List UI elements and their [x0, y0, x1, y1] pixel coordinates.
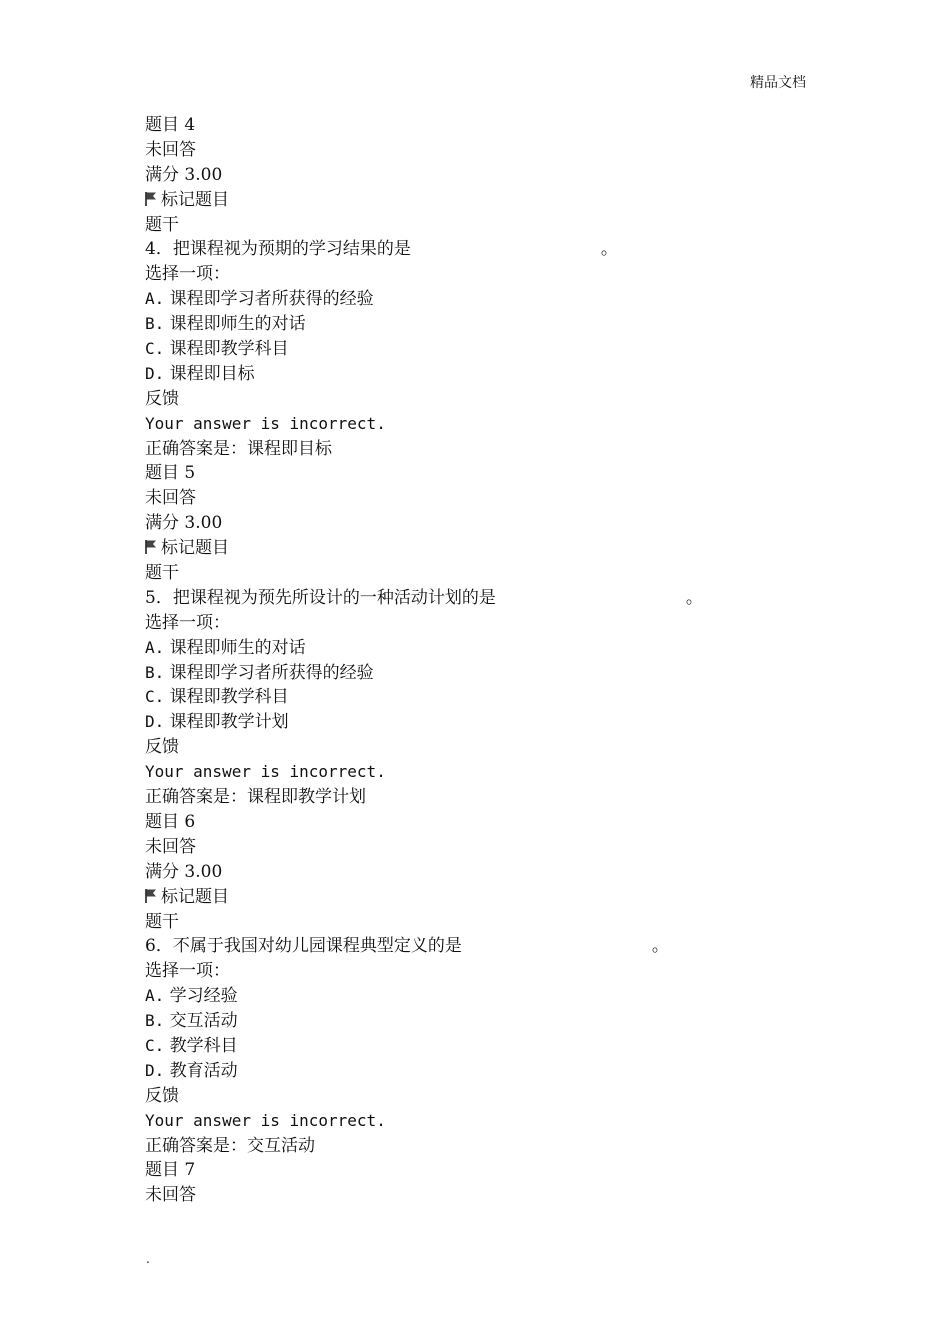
question-block: [145, 461, 845, 809]
option-b[interactable]: B. 课程即学习者所获得的经验: [145, 662, 374, 683]
choose-label: 选择一项：: [145, 264, 230, 285]
question-text: 4．把课程视为预期的学习结果的是: [145, 239, 411, 260]
question-status: 未回答: [145, 139, 196, 160]
option-d[interactable]: D. 教育活动: [145, 1060, 238, 1081]
feedback-label: 反馈: [145, 1085, 179, 1106]
question-end: 。: [600, 239, 618, 260]
choose-label: 选择一项：: [145, 612, 230, 633]
option-c[interactable]: C. 教学科目: [145, 1035, 238, 1056]
question-score: 满分 3.00: [145, 861, 223, 882]
footer-mark: .: [146, 1252, 150, 1266]
question-text: 6．不属于我国对幼儿园课程典型定义的是: [145, 936, 462, 957]
option-b[interactable]: B. 课程即师生的对话: [145, 314, 306, 335]
question-number: 题目 6: [145, 811, 196, 832]
question-end: 。: [651, 936, 669, 957]
feedback-label: 反馈: [145, 388, 179, 409]
flag-question-link[interactable]: [145, 188, 845, 213]
question-text-line: [145, 237, 845, 262]
question-score: 满分 3.00: [145, 513, 223, 534]
stem-label: 题干: [145, 563, 179, 584]
flag-icon: [145, 191, 158, 207]
question-block: [145, 810, 845, 1158]
choose-label: 选择一项：: [145, 961, 230, 982]
flag-label: 标记题目: [161, 189, 229, 210]
stem-label: 题干: [145, 911, 179, 932]
question-number: 题目 4: [145, 115, 196, 135]
question-score: 满分 3.00: [145, 164, 223, 185]
question-number: 题目 7: [145, 1160, 196, 1181]
option-d[interactable]: D. 课程即目标: [145, 363, 255, 384]
question-block: [145, 1158, 845, 1208]
option-a[interactable]: A. 学习经验: [145, 986, 238, 1007]
question-status: 未回答: [145, 1185, 196, 1206]
option-c[interactable]: C. 课程即教学科目: [145, 339, 289, 360]
feedback-text: Your answer is incorrect.: [145, 413, 386, 433]
question-number: 题目 5: [145, 463, 196, 484]
correct-answer: 正确答案是：交互活动: [145, 1135, 315, 1156]
page-header: 精品文档: [750, 75, 806, 91]
correct-answer: 正确答案是：课程即教学计划: [145, 787, 366, 808]
option-b[interactable]: B. 交互活动: [145, 1011, 238, 1032]
feedback-label: 反馈: [145, 737, 179, 758]
flag-label: 标记题目: [161, 886, 229, 907]
question-end: 。: [685, 587, 703, 608]
question-status: 未回答: [145, 836, 196, 857]
stem-label: 题干: [145, 214, 179, 235]
option-a[interactable]: A. 课程即学习者所获得的经验: [145, 289, 374, 310]
question-text-line: [145, 934, 845, 959]
flag-icon: [145, 888, 158, 904]
question-status: 未回答: [145, 488, 196, 509]
quiz-content: [145, 113, 845, 1208]
question-block: [145, 113, 845, 461]
option-c[interactable]: C. 课程即教学科目: [145, 687, 289, 708]
feedback-text: Your answer is incorrect.: [145, 1110, 386, 1130]
flag-question-link[interactable]: [145, 536, 845, 561]
feedback-text: Your answer is incorrect.: [145, 762, 386, 782]
option-d[interactable]: D. 课程即教学计划: [145, 712, 289, 733]
question-text-line: [145, 586, 845, 611]
question-text: 5．把课程视为预先所设计的一种活动计划的是: [145, 587, 496, 608]
correct-answer: 正确答案是：课程即目标: [145, 438, 332, 459]
flag-icon: [145, 539, 158, 555]
flag-label: 标记题目: [161, 538, 229, 559]
flag-question-link[interactable]: [145, 885, 845, 910]
option-a[interactable]: A. 课程即师生的对话: [145, 637, 306, 658]
